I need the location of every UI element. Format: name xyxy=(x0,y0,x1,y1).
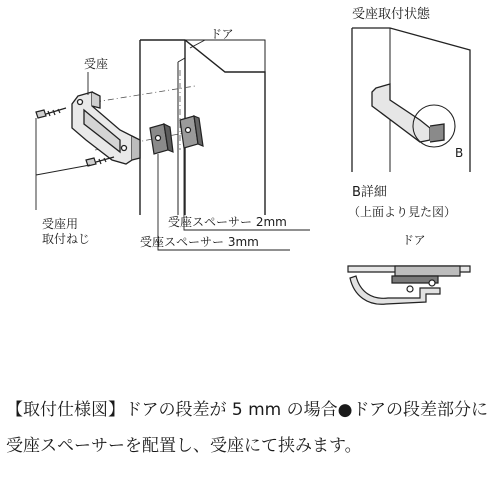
label-receiver: 受座 xyxy=(84,57,109,71)
label-detail-subtitle: （上面より見た図） xyxy=(348,205,457,219)
label-spacer-2mm: 受座スペーサー 2mm xyxy=(168,215,287,229)
spacer-2mm-part xyxy=(180,116,203,148)
spec-caption: 【取付仕様図】ドアの段差が 5 mm の場合●ドアの段差部分に受座スペーサーを配置し、受座にて挟みます。 xyxy=(6,400,488,456)
label-detail-door: ドア xyxy=(402,233,426,247)
screw-upper xyxy=(36,108,66,118)
label-spacer-3mm: 受座スペーサー 3mm xyxy=(140,235,259,249)
label-door-main: ドア xyxy=(210,27,234,41)
installed-state-view xyxy=(352,28,470,172)
label-installed-state: 受座取付状態 xyxy=(352,7,431,22)
label-screws-line2: 取付ねじ xyxy=(42,232,91,246)
label-screws-line1: 受座用 xyxy=(42,217,79,231)
label-detail-title: B詳細 xyxy=(352,185,387,200)
label-detail-marker: B xyxy=(455,146,464,160)
detail-b-view xyxy=(348,266,470,304)
spacer-3mm-part xyxy=(150,124,173,154)
receiver-bracket xyxy=(72,92,140,164)
screw-lower xyxy=(86,157,114,166)
